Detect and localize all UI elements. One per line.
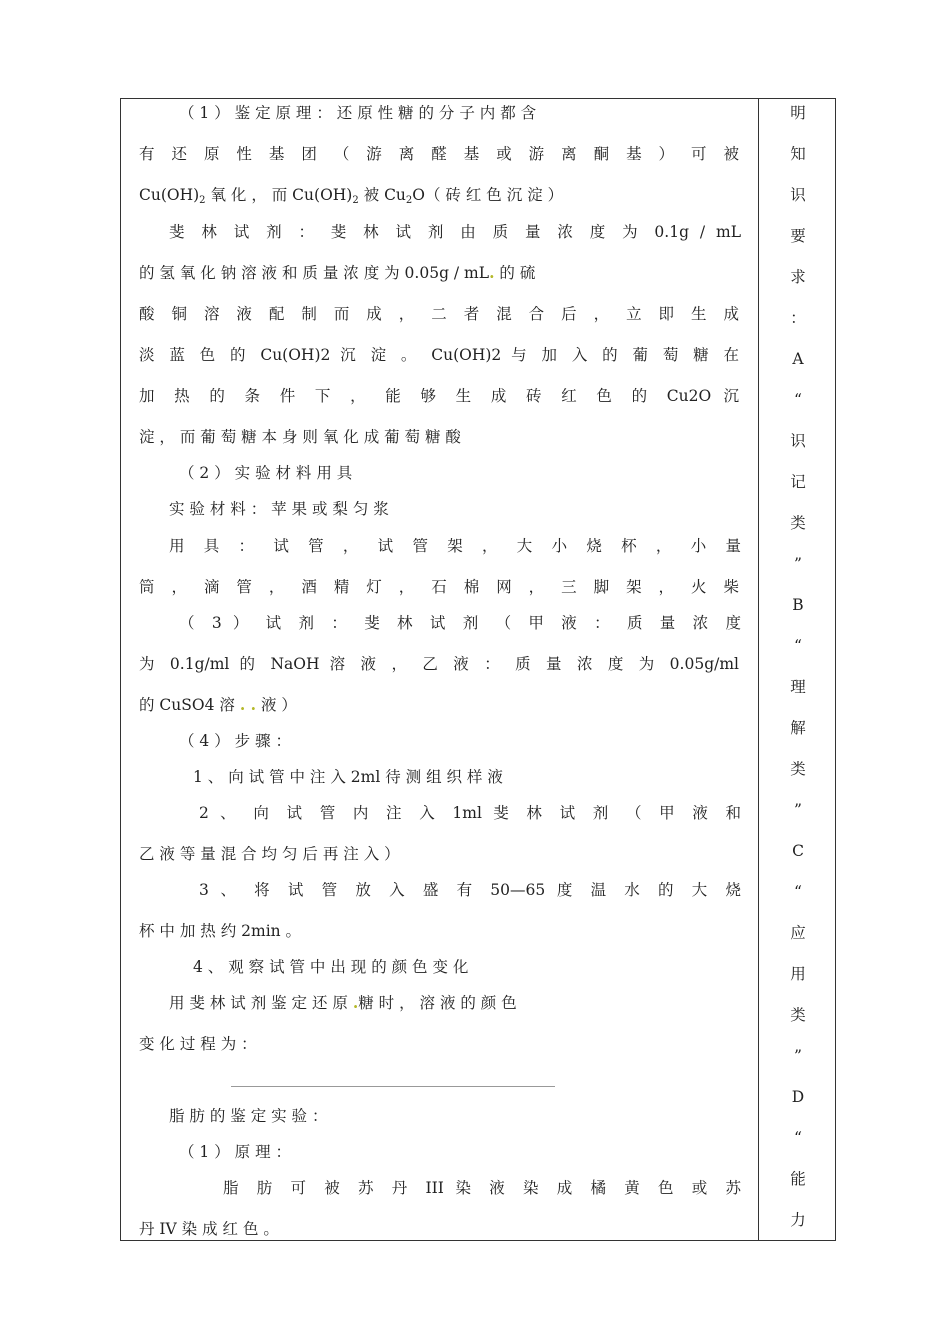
step-3-line-1: 3 、 将 试 管 放 入 盛 有 50—65 度 温 水 的 大 烧 [199, 881, 741, 899]
side-char: 理 [790, 678, 806, 696]
fehling-line-2: 的 氢 氧 化 钠 溶 液 和 质 量 浓 度 为 0.05g / mL. 的 硫 [139, 263, 536, 282]
side-char: “ [794, 1129, 802, 1147]
fat-heading: 脂 肪 的 鉴 定 实 验 ： [169, 1107, 328, 1125]
fat-principle-line-2: 丹 IV 染 成 红 色 。 [139, 1220, 279, 1238]
tools-line-2: 筒 ， 滴 管 ， 酒 精 灯 ， 石 棉 网 ， 三 脚 架 ， 火 柴 [139, 578, 740, 596]
answer-blank-line [231, 1086, 555, 1087]
step-4: 4 、 观 察 试 管 中 出 现 的 颜 色 变 化 [193, 958, 469, 976]
side-char: D [791, 1088, 805, 1106]
principle-line-3: $Cu(OH)_2$ 氧 化 ， 而 $Cu(OH)_2$ 被 $Cu_2O$（ 砖 红 色 沉 淀 ） [139, 186, 564, 206]
question-line-2: 变 化 过 程 为 ： [139, 1035, 257, 1053]
reagent-line-2: 为 0.1g/ml 的 NaOH 溶 液 ， 乙 液 ： 质 量 浓 度 为 0.05g/ml [139, 655, 739, 673]
fehling-line-4: 淡 蓝 色 的 Cu(OH)2 沉 淀 。 Cu(OH)2 与 加 入 的 葡 萄 糖 在 [139, 346, 739, 364]
principle-line-2: 有 还 原 性 基 团 （ 游 离 醛 基 或 游 离 酮 基 ） 可 被 [139, 145, 740, 163]
side-char: ” [794, 555, 802, 573]
step-1: 1 、 向 试 管 中 注 入 2ml 待 测 组 织 样 液 [193, 768, 503, 786]
side-char: 类 [790, 760, 806, 778]
side-char: 解 [790, 719, 806, 737]
side-char: 求 [790, 268, 806, 286]
side-char: 类 [790, 514, 806, 532]
side-char: 识 [790, 186, 806, 204]
fat-principle-line-1: 脂 肪 可 被 苏 丹 III 染 液 染 成 橘 黄 色 或 苏 [223, 1179, 741, 1197]
step-3-line-2: 杯 中 加 热 约 2min 。 [139, 922, 302, 940]
fehling-line-5: 加 热 的 条 件 下 ， 能 够 生 成 砖 红 色 的 Cu2O 沉 [139, 387, 739, 405]
side-char: B [792, 596, 804, 614]
side-char: 力 [790, 1211, 806, 1229]
side-char: A [792, 350, 804, 368]
content-cell [121, 99, 759, 1242]
side-char: “ [794, 883, 802, 901]
side-char: ” [794, 1047, 802, 1065]
side-char: ” [794, 801, 802, 819]
fehling-line-6: 淀 ， 而 葡 萄 糖 本 身 则 氧 化 成 葡 萄 糖 酸 [139, 428, 461, 446]
side-char: “ [794, 391, 802, 409]
side-char: C [792, 842, 804, 860]
fehling-line-3: 酸 铜 溶 液 配 制 而 成 ， 二 者 混 合 后 ， 立 即 生 成 [139, 305, 740, 323]
side-char: 要 [790, 227, 806, 245]
question-line-1: 用 斐 林 试 剂 鉴 定 还 原 .糖 时 ， 溶 液 的 颜 色 [169, 993, 517, 1012]
side-char: 用 [790, 965, 806, 983]
side-char: 记 [790, 473, 806, 491]
tools-line-1: 用 具 ： 试 管 ， 试 管 架 ， 大 小 烧 杯 ， 小 量 [169, 537, 741, 555]
reagent-line-1: （ 3 ） 试 剂 ： 斐 林 试 剂 （ 甲 液 ： 质 量 浓 度 [179, 614, 741, 632]
principle-line-1: （ 1 ） 鉴 定 原 理 ： 还 原 性 糖 的 分 子 内 都 含 [179, 104, 537, 122]
side-char: 应 [790, 924, 806, 942]
materials-line: 实 验 材 料 ： 苹 果 或 梨 匀 浆 [169, 500, 389, 518]
steps-heading: （ 4 ） 步 骤 ： [179, 732, 291, 750]
side-char: “ [794, 637, 802, 655]
lesson-table [120, 98, 836, 1241]
materials-heading: （ 2 ） 实 验 材 料 用 具 [179, 464, 353, 482]
side-char: ： [790, 309, 806, 327]
side-char: 明 [790, 104, 806, 122]
requirements-column [760, 99, 836, 1242]
column-divider [758, 98, 759, 1241]
step-2-line-1: 2 、 向 试 管 内 注 入 1ml 斐 林 试 剂 （ 甲 液 和 [199, 804, 741, 822]
fat-principle-heading: （ 1 ） 原 理 ： [179, 1143, 291, 1161]
step-2-line-2: 乙 液 等 量 混 合 均 匀 后 再 注 入 ） [139, 845, 400, 863]
reagent-line-3: 的 CuSO4 溶 . . 液 ） [139, 695, 297, 714]
side-char: 知 [790, 145, 806, 163]
side-char: 识 [790, 432, 806, 450]
side-char: 能 [790, 1170, 806, 1188]
fehling-line-1: 斐 林 试 剂 ： 斐 林 试 剂 由 质 量 浓 度 为 0.1g / mL [169, 223, 741, 241]
side-char: 类 [790, 1006, 806, 1024]
